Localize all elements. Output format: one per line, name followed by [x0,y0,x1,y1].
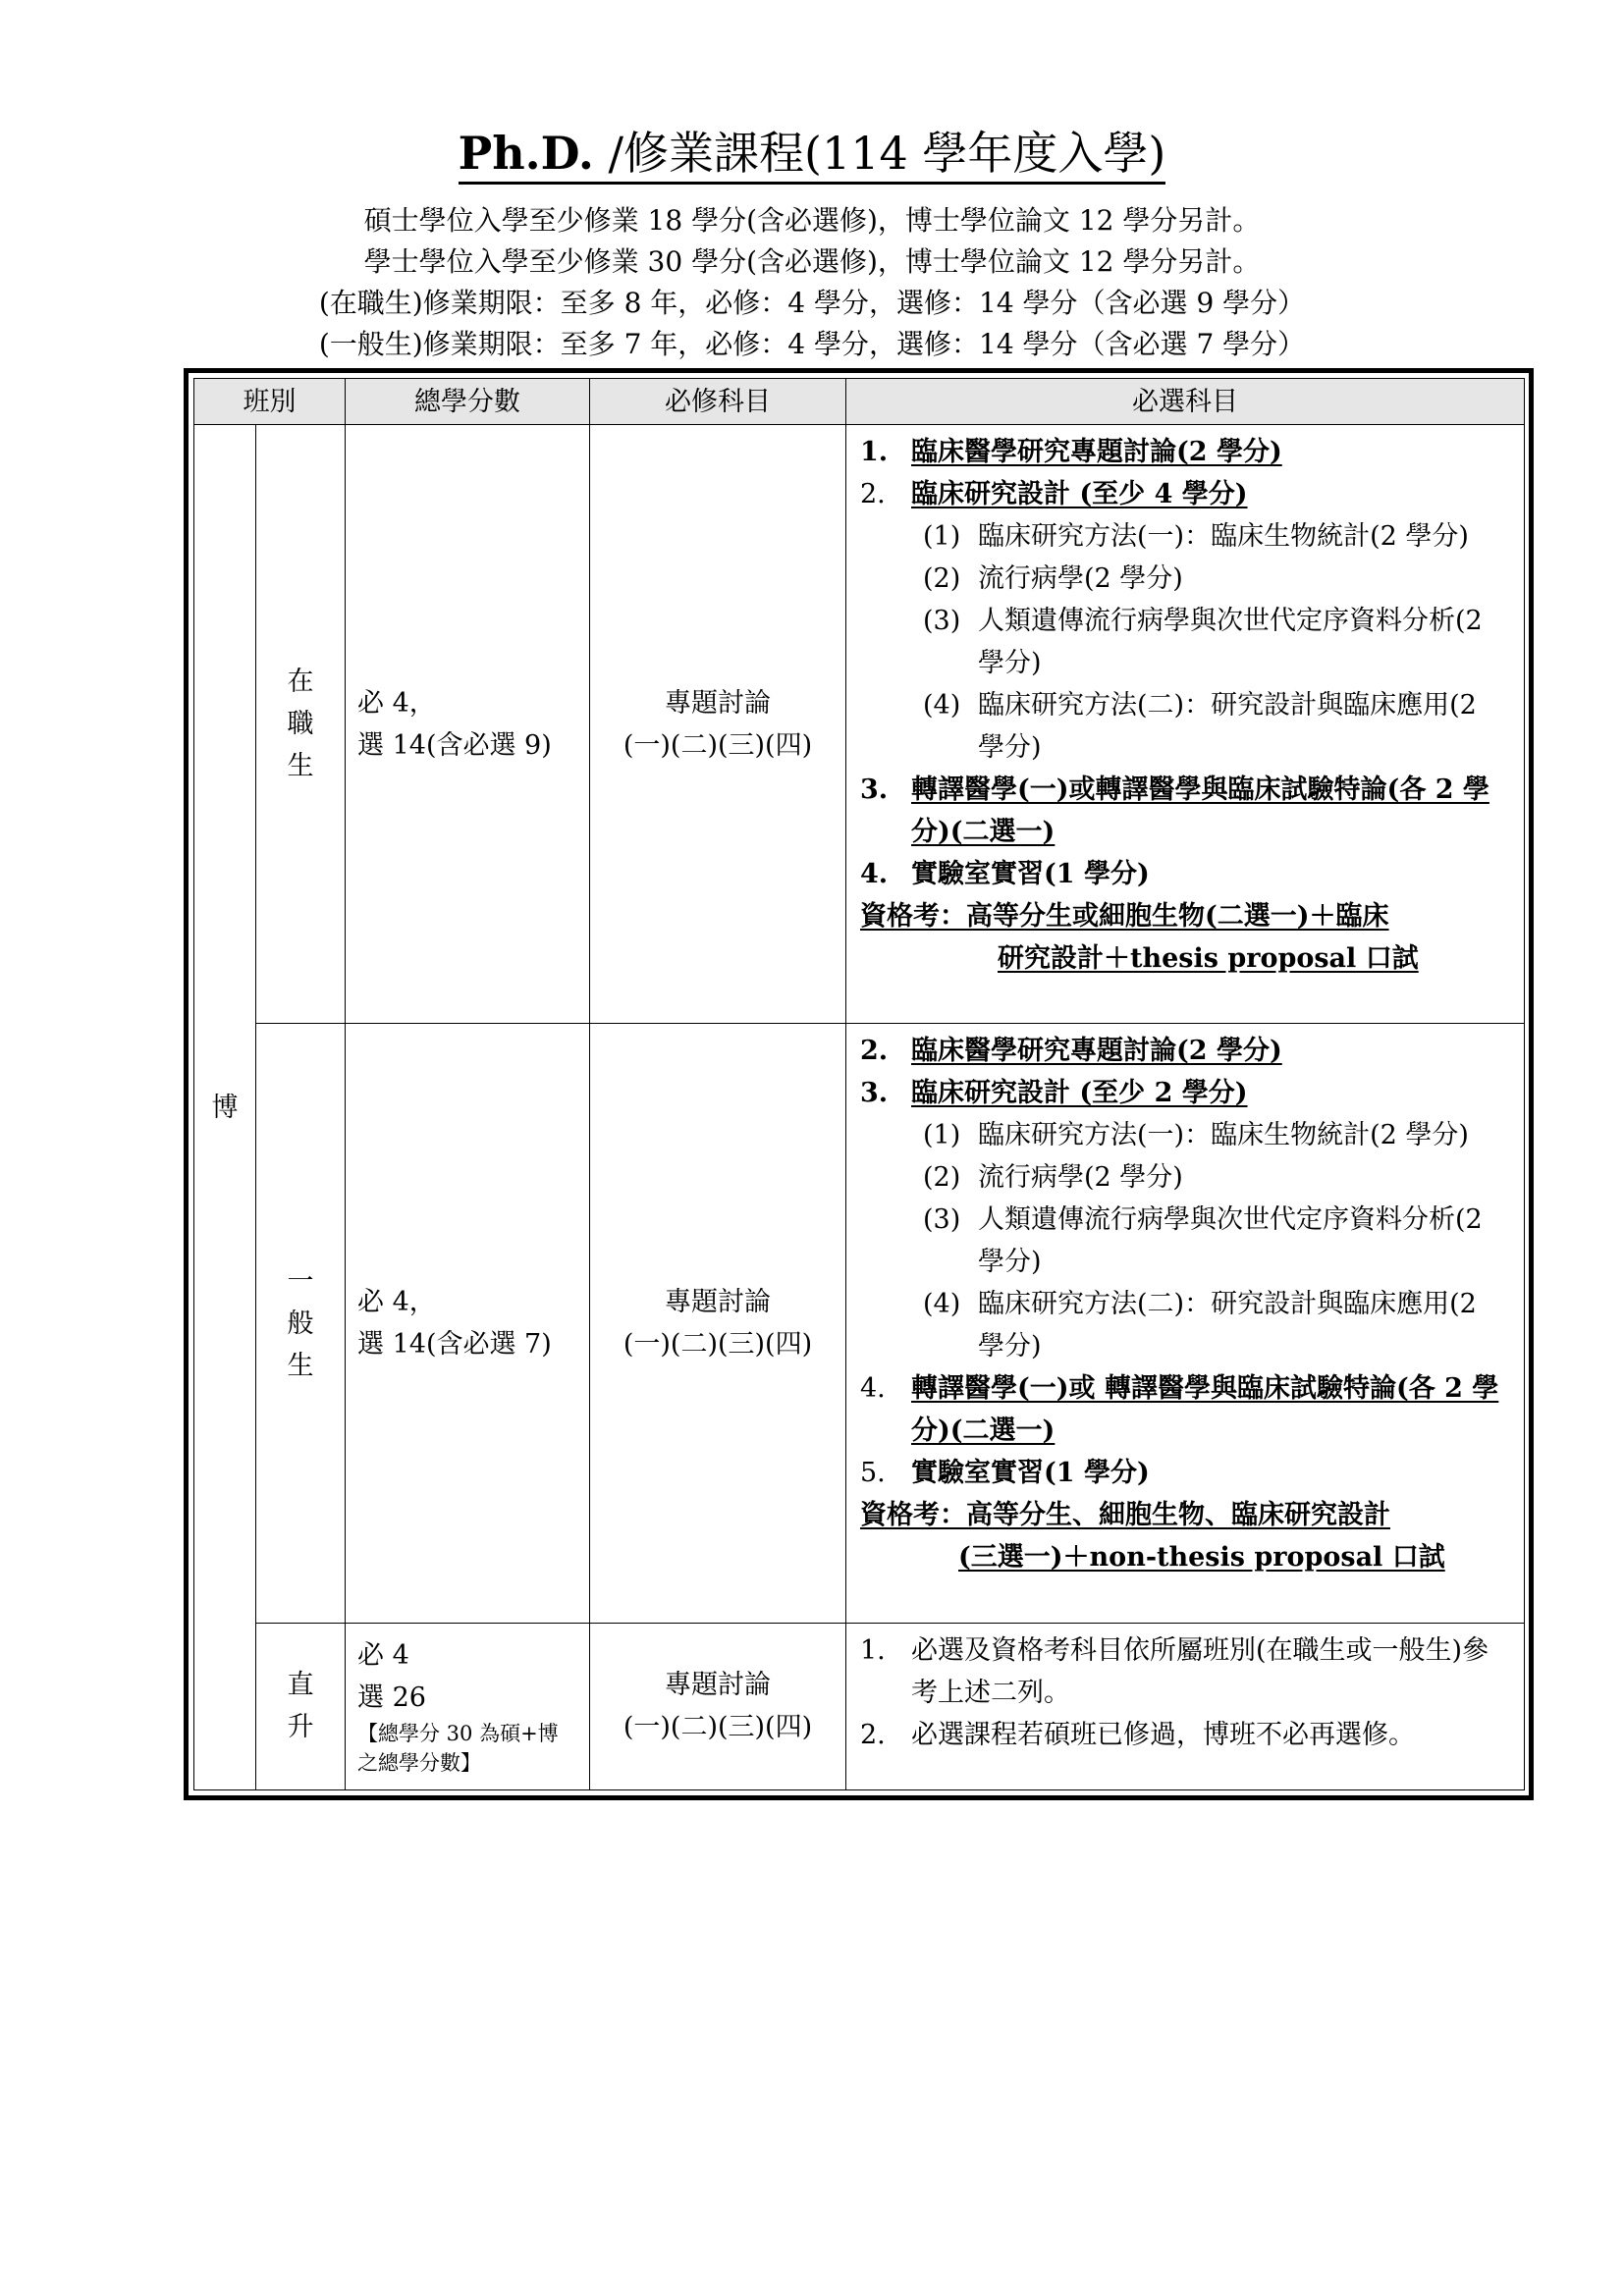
credits-line: 選 14(含必選 7) [357,1329,552,1361]
item-text: 必選及資格考科目依所屬班別(在職生或一般生)參考上述二列。 [911,1634,1489,1708]
item-number: 1. [860,1634,886,1666]
subitem-number: (2) [923,563,961,595]
subitem-text: 人類遺傳流行病學與次世代定序資料分析(2 學分) [978,606,1483,679]
qualifying-exam-line: (三選一)＋non-thesis proposal 口試 [958,1542,1445,1574]
page-title [0,126,1624,181]
item-number: 4. [860,859,889,890]
intro-line: 碩士學位入學至少修業 18 學分(含必選修)，博士學位論文 12 學分另計。 [363,204,1261,237]
header-required: 必修科目 [590,379,846,425]
credits-note: 【總學分 30 為碩+博之總學分數】 [357,1722,559,1776]
credits-line: 必 4 [357,1640,409,1672]
item-number: 2. [860,479,886,510]
subitem-text: 臨床研究方法(二)：研究設計與臨床應用(2 學分) [978,690,1477,764]
intro-line: (在職生)修業期限：至多 8 年，必修：4 學分，選修：14 學分（含必選 9 學分） [318,287,1306,319]
required-line: 專題討論 [665,1670,771,1701]
elective-item [860,1030,1510,1072]
item-number: 2. [860,1036,889,1067]
intro-line: (一般生)修業期限：至多 7 年，必修：4 學分，選修：14 學分（含必選 7 學分） [318,328,1306,360]
required-line: 專題討論 [665,1287,771,1318]
credits-cell [346,1623,590,1789]
required-line: (一)(二)(三)(四) [623,729,813,761]
item-text: 臨床醫學研究專題討論(2 學分) [911,437,1282,468]
elective-subitem [860,1199,1510,1283]
subitem-number: (3) [923,606,961,637]
subitem-number: (2) [923,1162,961,1194]
item-number: 4. [860,1373,886,1405]
group-cell [256,425,346,1024]
group-char: 在 [287,667,314,698]
credits-line: 選 14(含必選 9) [357,729,552,761]
table-row [194,1623,1525,1789]
header-credits: 總學分數 [346,379,590,425]
required-cell [590,1024,846,1623]
subitem-text: 人類遺傳流行病學與次世代定序資料分析(2 學分) [978,1204,1483,1278]
credits-cell [346,425,590,1024]
elective-item [860,473,1510,515]
credits-line: 必 4， [357,687,436,719]
elective-subitem [860,1156,1510,1199]
qualifying-exam [860,895,1510,980]
header-elective: 必選科目 [846,379,1525,425]
elective-item [860,1629,1510,1714]
item-text: 臨床研究設計 (至少 4 學分) [911,479,1248,510]
item-text: 必選課程若碩班已修過，博班不必再選修。 [911,1719,1415,1750]
credits-line: 選 26 [357,1682,426,1714]
item-text: 臨床研究設計 (至少 2 學分) [911,1078,1248,1109]
credits-line: 必 4， [357,1287,436,1318]
item-text: 實驗室實習(1 學分) [911,1458,1150,1489]
group-char: 職 [287,709,314,740]
required-cell [590,425,846,1024]
group-cell [256,1623,346,1789]
qualifying-exam-line: 研究設計＋thesis proposal 口試 [998,943,1419,975]
required-line: (一)(二)(三)(四) [623,1712,813,1743]
elective-item [860,853,1510,895]
curriculum-table [193,378,1525,1790]
group-char: 生 [287,1350,314,1381]
elective-item [860,1452,1510,1494]
item-text: 臨床醫學研究專題討論(2 學分) [911,1036,1282,1067]
elective-item [860,431,1510,473]
elective-subitem [860,1114,1510,1156]
subitem-text: 流行病學(2 學分) [978,1162,1183,1194]
program-label: 博 [211,1092,239,1123]
item-number: 3. [860,774,889,806]
item-number: 3. [860,1078,889,1109]
subitem-number: (1) [923,1120,961,1151]
required-line: (一)(二)(三)(四) [623,1329,813,1361]
elective-item [860,769,1510,853]
group-char: 升 [287,1712,314,1743]
subitem-text: 臨床研究方法(一)：臨床生物統計(2 學分) [978,1120,1469,1151]
item-number: 2. [860,1719,886,1750]
header-class: 班別 [194,379,346,425]
elective-subitem [860,1283,1510,1367]
qualifying-exam-line: 資格考：高等分生或細胞生物(二選一)＋臨床 [860,901,1389,933]
table-row [194,425,1525,1024]
table-header-row [194,379,1525,425]
subitem-number: (3) [923,1204,961,1236]
elective-cell [846,425,1525,1024]
elective-subitem [860,684,1510,769]
item-number: 5. [860,1458,886,1489]
title-rest: /修業課程(114 學年度入學) [593,127,1166,180]
group-char: 一 [287,1265,314,1297]
item-number: 1. [860,437,889,468]
subitem-text: 臨床研究方法(一)：臨床生物統計(2 學分) [978,521,1469,553]
subitem-number: (4) [923,690,961,721]
qualifying-exam [860,1494,1510,1578]
group-char: 直 [287,1670,314,1701]
subitem-number: (4) [923,1289,961,1320]
group-char: 生 [287,751,314,782]
required-line: 專題討論 [665,687,771,719]
elective-cell [846,1024,1525,1623]
required-cell [590,1623,846,1789]
group-cell [256,1024,346,1623]
credits-cell [346,1024,590,1623]
table-row [194,1024,1525,1623]
group-char: 般 [287,1308,314,1339]
elective-item [860,1367,1510,1452]
elective-subitem [860,558,1510,600]
elective-item [860,1072,1510,1114]
subitem-text: 臨床研究方法(二)：研究設計與臨床應用(2 學分) [978,1289,1477,1362]
program-cell [194,425,256,1790]
item-text: 轉譯醫學(一)或 轉譯醫學與臨床試驗特論(各 2 學分)(二選一) [911,1373,1499,1447]
qualifying-exam-line: 資格考：高等分生、細胞生物、臨床研究設計 [860,1500,1390,1531]
title-bold: Ph.D. [458,127,594,180]
item-text: 實驗室實習(1 學分) [911,859,1150,890]
subitem-number: (1) [923,521,961,553]
elective-subitem [860,515,1510,558]
elective-cell [846,1623,1525,1789]
intro-line: 學士學位入學至少修業 30 學分(含必選修)，博士學位論文 12 學分另計。 [363,245,1261,278]
elective-subitem [860,600,1510,684]
subitem-text: 流行病學(2 學分) [978,563,1183,595]
item-text: 轉譯醫學(一)或轉譯醫學與臨床試驗特論(各 2 學分)(二選一) [911,774,1489,848]
elective-item [860,1714,1510,1756]
